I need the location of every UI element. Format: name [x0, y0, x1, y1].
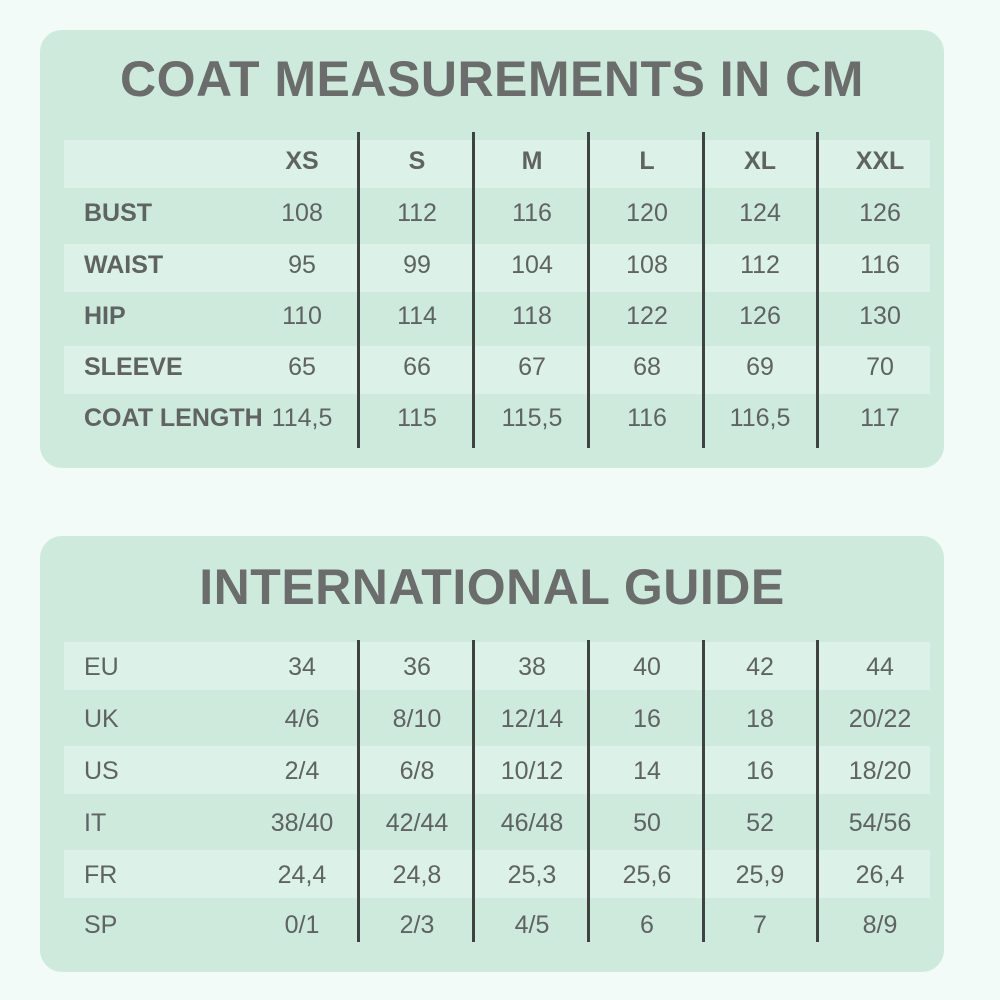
table-cell: 70: [866, 353, 894, 381]
table-cell: 8/10: [392, 705, 442, 733]
size-header-m: M: [521, 147, 543, 175]
table-cell: 104: [511, 251, 553, 279]
table-cell: 26,4: [855, 861, 905, 889]
table-cell: 10/12: [500, 757, 564, 785]
table-cell: 95: [288, 251, 316, 279]
table-cell: 115,5: [501, 404, 563, 432]
table-cell: 117: [860, 404, 900, 432]
column-divider: [587, 640, 590, 942]
size-header-xs: XS: [285, 147, 319, 175]
table-cell: 25,3: [507, 861, 557, 889]
coat-measurements-title: COAT MEASUREMENTS IN CM: [120, 51, 864, 107]
table-cell: 116: [860, 251, 900, 279]
table-cell: 66: [403, 353, 431, 381]
table-cell: 116: [512, 199, 552, 227]
table-cell: 114: [397, 302, 437, 330]
international-guide-panel: [40, 536, 944, 972]
column-divider: [816, 640, 819, 942]
row-label: FR: [84, 861, 118, 889]
row-label: SP: [84, 911, 118, 939]
table-cell: 110: [282, 302, 322, 330]
table-cell: 20/22: [848, 705, 912, 733]
table-cell: 24,4: [277, 861, 327, 889]
table-cell: 114,5: [271, 404, 333, 432]
table-cell: 68: [633, 353, 661, 381]
table-cell: 6/8: [399, 757, 435, 785]
table-cell: 112: [740, 251, 780, 279]
table-cell: 16: [633, 705, 661, 733]
table-cell: 16: [746, 757, 774, 785]
table-cell: 7: [753, 911, 767, 939]
table-cell: 42/44: [385, 809, 449, 837]
table-cell: 44: [866, 653, 894, 681]
table-cell: 4/5: [514, 911, 550, 939]
column-divider: [357, 640, 360, 942]
size-header-s: S: [408, 147, 426, 175]
table-cell: 130: [859, 302, 901, 330]
table-cell: 65: [288, 353, 316, 381]
table-cell: 36: [403, 653, 431, 681]
table-cell: 50: [633, 809, 661, 837]
table-cell: 108: [626, 251, 668, 279]
table-cell: 42: [746, 653, 774, 681]
table-cell: 6: [640, 911, 654, 939]
size-header-xxl: XXL: [855, 147, 905, 175]
size-header-l: L: [639, 147, 655, 175]
coat-measurements-panel: [40, 30, 944, 468]
table-cell: 2/4: [284, 757, 320, 785]
table-cell: 18: [746, 705, 774, 733]
table-cell: 25,6: [622, 861, 672, 889]
table-cell: 116: [627, 404, 667, 432]
table-cell: 115: [397, 404, 437, 432]
table-cell: 116,5: [729, 404, 791, 432]
row-label: US: [84, 757, 119, 785]
row-label: UK: [84, 705, 119, 733]
table-cell: 12/14: [500, 705, 564, 733]
table-cell: 108: [281, 199, 323, 227]
column-divider: [472, 132, 475, 448]
table-cell: 38/40: [270, 809, 334, 837]
column-divider: [472, 640, 475, 942]
table-cell: 112: [397, 199, 437, 227]
table-cell: 69: [746, 353, 774, 381]
row-label: SLEEVE: [84, 353, 183, 381]
column-divider: [816, 132, 819, 448]
table-cell: 4/6: [284, 705, 320, 733]
table-cell: 38: [518, 653, 546, 681]
table-cell: 46/48: [500, 809, 564, 837]
table-cell: 0/1: [284, 911, 320, 939]
row-label: WAIST: [84, 251, 164, 279]
table-cell: 99: [403, 251, 431, 279]
table-cell: 126: [859, 199, 901, 227]
table-cell: 126: [739, 302, 781, 330]
table-cell: 118: [512, 302, 552, 330]
column-divider: [357, 132, 360, 448]
table-cell: 54/56: [848, 809, 912, 837]
table-cell: 67: [518, 353, 546, 381]
column-divider: [587, 132, 590, 448]
table-cell: 14: [633, 757, 661, 785]
table-cell: 2/3: [399, 911, 435, 939]
table-cell: 122: [626, 302, 668, 330]
column-divider: [702, 132, 705, 448]
row-label: BUST: [84, 199, 153, 227]
row-label: HIP: [84, 302, 126, 330]
row-label: EU: [84, 653, 119, 681]
table-cell: 34: [288, 653, 316, 681]
size-header-xl: XL: [744, 147, 776, 175]
table-cell: 8/9: [862, 911, 898, 939]
table-cell: 18/20: [848, 757, 912, 785]
table-cell: 40: [633, 653, 661, 681]
table-cell: 24,8: [392, 861, 442, 889]
table-cell: 120: [626, 199, 668, 227]
table-cell: 25,9: [735, 861, 785, 889]
row-label: IT: [84, 809, 107, 837]
column-divider: [702, 640, 705, 942]
table-cell: 52: [746, 809, 774, 837]
table-cell: 124: [739, 199, 781, 227]
row-label: COAT LENGTH: [84, 404, 263, 432]
international-guide-title: INTERNATIONAL GUIDE: [199, 559, 785, 615]
